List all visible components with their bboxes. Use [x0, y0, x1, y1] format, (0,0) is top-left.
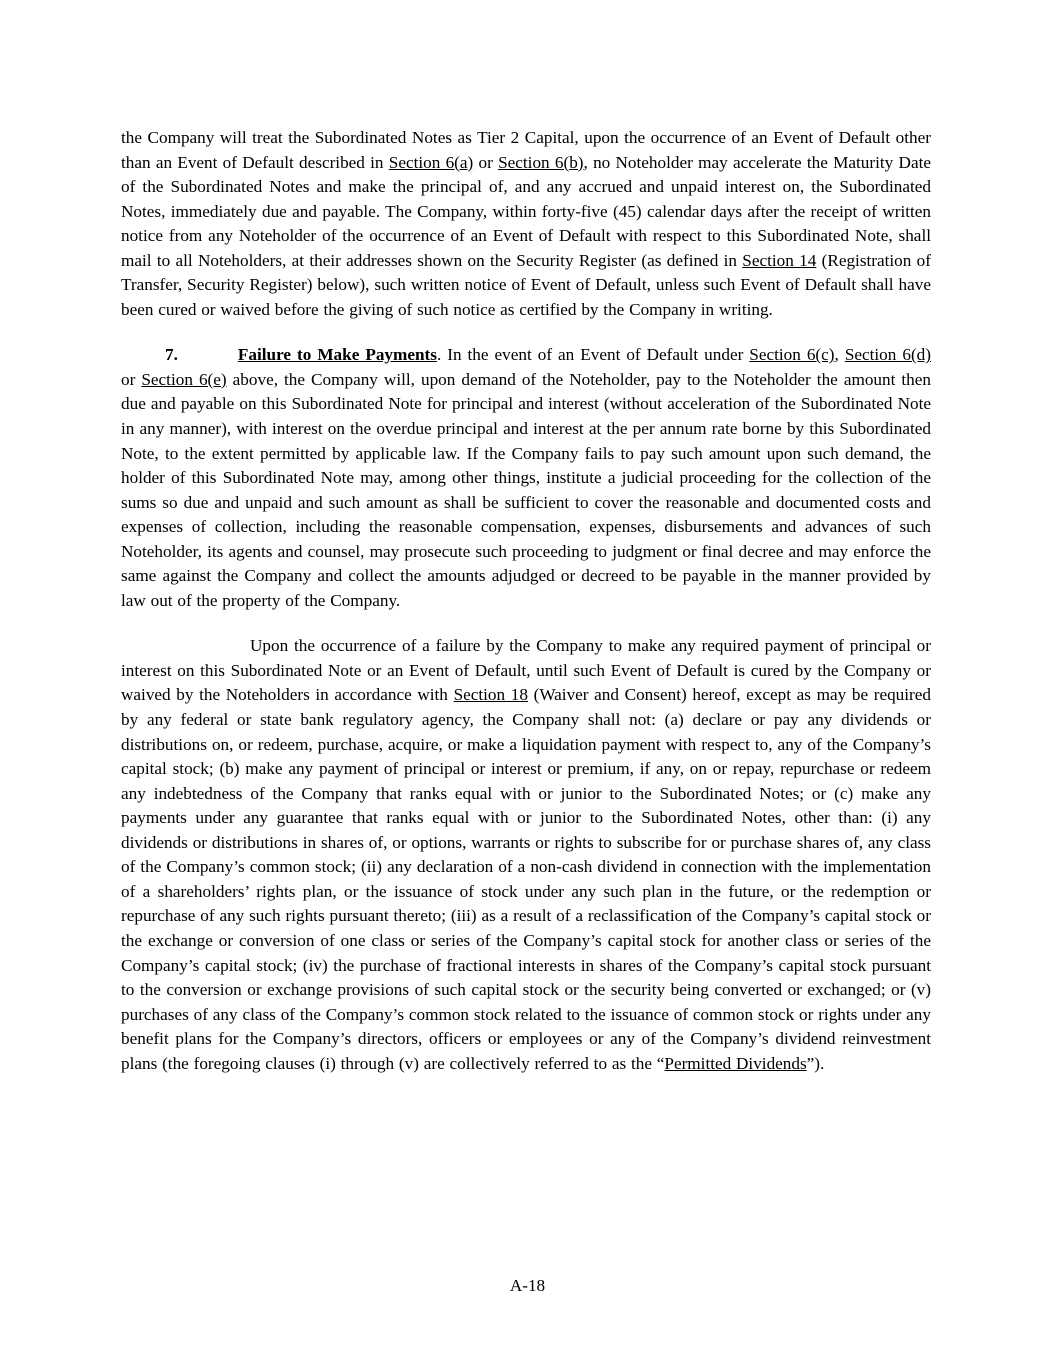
paragraph-section-7-failure-to-make-payments [121, 343, 931, 613]
document-body [121, 126, 931, 1097]
text-segment: . In the event of an Event of Default under [436, 345, 750, 365]
section-6e-reference: Section 6(e) [141, 369, 227, 389]
text-segment: the Company will treat the Subordinated Notes as Tier 2 Capital, upon the occurrence of an Event of Default other than an Event of Default described in [121, 128, 931, 172]
permitted-dividends-term: Permitted Dividends [664, 1053, 807, 1073]
section-6a-reference: Section 6(a) [388, 152, 474, 172]
text-segment: or [473, 152, 499, 172]
text-segment: , [834, 345, 845, 365]
section-14-reference: Section 14 [742, 250, 817, 270]
text-segment: (Registration of Transfer, Security Register) below), such written notice of Event of Default, unless such Event of Default shall have been cured or waived before the giving of such notice as certified by the Company in writing. [121, 250, 931, 319]
section-6b-reference: Section 6(b) [498, 152, 584, 172]
paragraph-event-of-default-notice [121, 126, 931, 322]
section-number: 7. [165, 345, 178, 365]
text-segment: , no Noteholder may accelerate the Maturity Date of the Subordinated Notes and make the principal of, and any accrued and unpaid interest on, the Subordinated Notes, immediately due and payable. The Company, within forty-five (45) calendar days after the receipt of written notice from any Noteholder of the occurrence of an Event of Default with respect to this Subordinated Note, shall mail to all Noteholders, at their addresses shown on the Security Register (as defined in [121, 152, 931, 270]
text-segment: ”). [806, 1053, 825, 1073]
section-6d-reference: Section 6(d) [844, 345, 931, 365]
text-segment: (Waiver and Consent) hereof, except as may be required by any federal or state bank regulatory agency, the Company shall not: (a) declare or pay any dividends or distributions on, or redeem, purchase, acquire, or make a liquidation payment with respect to, any of the Company’s capital stock; (b) make any payment of principal or interest or premium, if any, on or repay, repurchase or redeem any indebtedness of the Company that ranks equal with or junior to the Subordinated Notes; or (c) make any payments under any guarantee that ranks equal with or junior to the Subordinated Notes, other than: (i) any dividends or distributions in shares of, or options, warrants or rights to subscribe for or purchase shares of, any class of the Company’s common stock; (ii) any declaration of a non-cash dividend in connection with the implementation of a shareholders’ rights plan, or the issuance of stock under any such plan in the future, or the redemption or repurchase of any such rights pursuant thereto; (iii) as a result of a reclassification of the Company’s capital stock or the exchange or conversion of one class or series of the Company’s capital stock for another class or series of the Company’s capital stock; (iv) the purchase of fractional interests in shares of the Company’s capital stock pursuant to the conversion or exchange provisions of such capital stock or the security being converted or exchanged; or (v) purchases of any class of the Company’s common stock related to the issuance of common stock or rights under any benefit plans for the Company’s directors, officers or employees or any of the Company’s dividend reinvestment plans (the foregoing clauses (i) through (v) are collectively referred to as the “ [121, 685, 931, 1073]
section-7-heading: Failure to Make Payments [237, 345, 437, 365]
text-segment: Upon the occurrence of a failure by the Company to make any required payment of principal or interest on this Subordinated Note or an Event of Default, until such Event of Default is cured by the Company or waived by the Noteholders in accordance with [121, 636, 931, 705]
text-segment: above, the Company will, upon demand of the Noteholder, pay to the Noteholder the amount then due and payable on this Subordinated Note for principal and interest (without acceleration of the Subordinated Note in any manner), with interest on the overdue principal and interest at the per annum rate borne by this Subordinated Note, to the extent permitted by applicable law. If the Company fails to pay such amount upon such demand, the holder of this Subordinated Note may, among other things, institute a judicial proceeding for the collection of the sums so due and unpaid and such amount as shall be sufficient to cover the reasonable and documented costs and expenses of collection, including the reasonable compensation, expenses, disbursements and advances of such Noteholder, its agents and counsel, may prosecute such proceeding to judgment or final decree and may enforce the same against the Company and collect the amounts adjudged or decreed to be payable in the manner provided by law out of the property of the Company. [121, 369, 931, 610]
section-18-reference: Section 18 [453, 685, 528, 705]
paragraph-permitted-dividends [121, 634, 931, 1076]
page-number: A-18 [509, 1276, 546, 1295]
section-6c-reference: Section 6(c) [749, 345, 835, 365]
text-segment: or [121, 369, 142, 389]
